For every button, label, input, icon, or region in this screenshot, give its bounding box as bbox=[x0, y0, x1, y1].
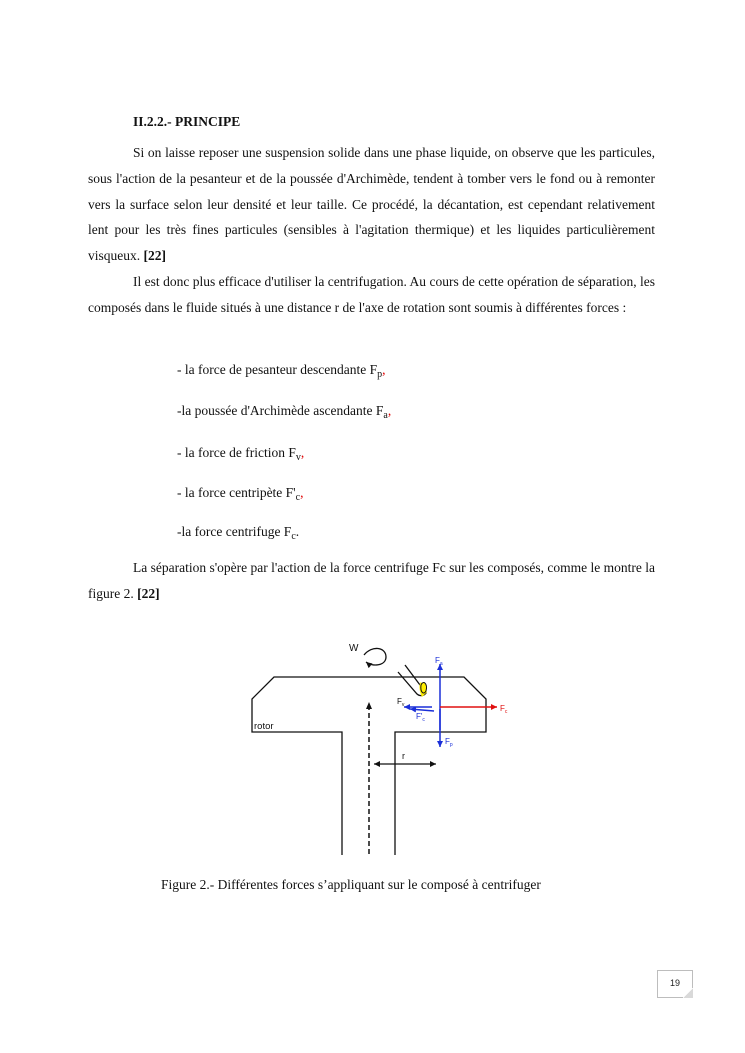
force-fa-label: $F_a$ bbox=[435, 656, 443, 667]
page-number: 19 bbox=[657, 970, 693, 998]
force-fpc-label: $F'_c$ bbox=[416, 712, 425, 723]
figure-centrifuge-forces bbox=[240, 635, 520, 860]
rotation-label: W bbox=[349, 643, 359, 654]
citation-22: [22] bbox=[143, 248, 166, 264]
force-item-friction: - la force de friction $F_v$, bbox=[177, 445, 305, 463]
force-fp-label: $F_p$ bbox=[445, 737, 453, 748]
force-item-archimede: -la poussée d'Archimède ascendante $F_a$, bbox=[177, 403, 392, 421]
force-item-centrifuge: -la force centrifuge $F_c$. bbox=[177, 524, 300, 542]
axis-arrow-head bbox=[366, 702, 372, 709]
force-fpc-arrow bbox=[410, 709, 434, 711]
force-item-pesanteur: - la force de pesanteur descendante $F_p$, bbox=[177, 362, 386, 380]
paragraph-separation bbox=[88, 555, 655, 607]
rotation-arrow-icon bbox=[364, 648, 386, 665]
force-fv-label: $F_v$ bbox=[397, 697, 405, 708]
force-item-centripete: - la force centripète $F'_c$, bbox=[177, 485, 304, 503]
force-fc-label: $F_c$ bbox=[500, 704, 508, 715]
paragraph-decantation bbox=[88, 140, 655, 269]
paragraph-separation-text: La séparation s'opère par l'action de la force centrifuge Fc sur les composés, comme le montre la figure 2. bbox=[88, 560, 655, 601]
centrifuge-diagram bbox=[240, 635, 520, 860]
paragraph-centrifugation-text: Il est donc plus efficace d'utiliser la centrifugation. Au cours de cette opération de séparation, les composés dans le fluide situés à une distance r de l'axe de rotation sont soumis à différentes forces : bbox=[88, 274, 655, 315]
section-heading: II.2.2.- PRINCIPE bbox=[133, 114, 241, 129]
rotor-label: rotor bbox=[254, 721, 274, 732]
sample-droplet bbox=[421, 683, 427, 693]
paragraph-decantation-text: Si on laisse reposer une suspension solide dans une phase liquide, on observe que les particules, sous l'action de la pesanteur et de la poussée d'Archimède, tendent à tomber vers le fond ou à remonter vers la surface selon leur densité et leur taille. Ce procédé, la décantation, est cependant relativement lent pour les très fines particules (sensibles à l'agitation thermique) et les liquides particulièrement visqueux. bbox=[88, 145, 655, 264]
figure-caption: Figure 2.- Différentes forces s’appliquant sur le composé à centrifuger bbox=[161, 877, 541, 892]
citation-22-second: [22] bbox=[137, 585, 160, 601]
radius-label: r bbox=[402, 751, 405, 761]
paragraph-centrifugation bbox=[88, 269, 655, 321]
